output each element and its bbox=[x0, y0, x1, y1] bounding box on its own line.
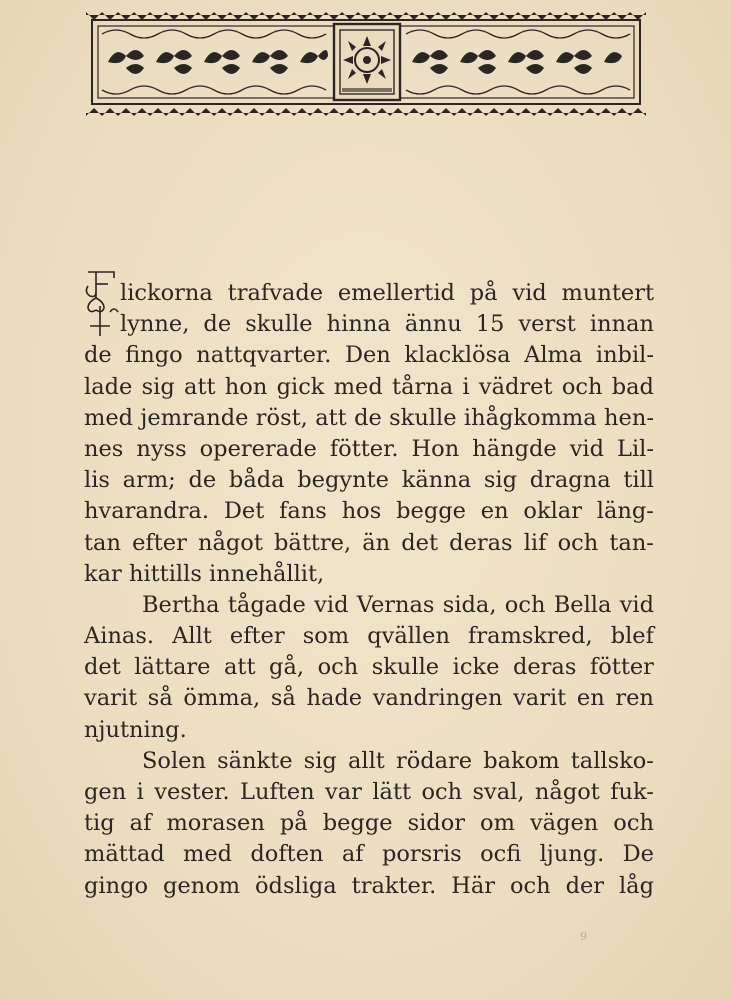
word: gingo bbox=[84, 872, 149, 899]
text-line bbox=[84, 652, 654, 683]
word: muntert bbox=[561, 280, 654, 306]
word: sidor bbox=[407, 810, 466, 837]
decorative-header-band bbox=[86, 12, 646, 116]
word: i bbox=[136, 779, 144, 805]
word: som bbox=[302, 623, 350, 650]
text-line bbox=[84, 496, 654, 527]
word: genom bbox=[162, 872, 241, 899]
word: tårna bbox=[392, 373, 454, 400]
word: vid bbox=[569, 435, 605, 462]
word: lynne, bbox=[120, 311, 190, 338]
word: det bbox=[84, 654, 121, 681]
word: oklar bbox=[523, 498, 582, 525]
word: låg bbox=[618, 872, 654, 899]
word: i bbox=[462, 373, 470, 400]
word: röst, bbox=[255, 404, 308, 431]
word: läng- bbox=[596, 498, 654, 525]
body-text bbox=[84, 278, 654, 902]
word: så bbox=[147, 685, 173, 712]
text-line bbox=[84, 683, 654, 714]
word: allt bbox=[347, 747, 385, 774]
word: fuk- bbox=[610, 779, 654, 805]
word: sval, bbox=[472, 779, 525, 805]
word: qvällen bbox=[367, 623, 450, 650]
word: Bella bbox=[553, 591, 612, 618]
word: nes bbox=[84, 435, 124, 462]
word: vädret bbox=[478, 373, 553, 400]
word: hängde bbox=[472, 435, 557, 462]
word: ömma, bbox=[183, 685, 261, 712]
word: begge bbox=[396, 498, 466, 525]
text-line bbox=[84, 340, 654, 371]
word: något bbox=[534, 779, 600, 805]
word: blef bbox=[610, 623, 654, 650]
word: emellertid bbox=[337, 280, 455, 306]
word: hen- bbox=[604, 404, 654, 431]
word: vandringen bbox=[372, 685, 503, 712]
word: så bbox=[270, 685, 296, 712]
word: än bbox=[362, 529, 391, 556]
text-line bbox=[84, 746, 654, 777]
word: Här bbox=[451, 872, 496, 899]
word: tan- bbox=[609, 529, 654, 556]
word: de bbox=[354, 404, 382, 431]
word: deras bbox=[512, 654, 577, 681]
text-line bbox=[84, 372, 654, 403]
word: jemrande bbox=[140, 404, 249, 431]
word: med bbox=[84, 404, 134, 431]
word: efter bbox=[132, 529, 187, 556]
word: lif bbox=[523, 529, 547, 556]
word: begge bbox=[322, 810, 393, 837]
word: båda bbox=[228, 467, 285, 494]
word: gen bbox=[84, 779, 127, 805]
word: tallsko- bbox=[570, 747, 654, 774]
word: vester. bbox=[154, 779, 230, 805]
word: bättre, bbox=[274, 529, 352, 556]
word: tig bbox=[84, 810, 115, 837]
word: efter bbox=[229, 623, 285, 650]
word: känna bbox=[401, 467, 472, 494]
word: vid bbox=[314, 591, 349, 618]
word: fingo bbox=[125, 342, 183, 369]
word: klacklösa bbox=[404, 342, 511, 369]
word: der bbox=[565, 872, 605, 899]
word: Bertha bbox=[142, 591, 220, 618]
text-line bbox=[84, 777, 654, 808]
word: hon bbox=[224, 373, 268, 400]
word: innan bbox=[589, 311, 654, 338]
word: fötter. bbox=[329, 435, 399, 462]
text-line bbox=[84, 621, 654, 652]
text-line bbox=[84, 309, 654, 340]
word: mättad bbox=[84, 841, 165, 868]
word: sig bbox=[303, 747, 337, 774]
text-line bbox=[84, 871, 654, 902]
word: Lil- bbox=[617, 435, 654, 462]
word: något bbox=[197, 529, 263, 556]
text-line bbox=[84, 278, 654, 309]
word: och bbox=[613, 810, 654, 837]
word: ännu bbox=[404, 311, 462, 338]
page-number: 9 bbox=[580, 930, 587, 943]
word: af bbox=[129, 810, 152, 837]
word: och bbox=[561, 373, 603, 400]
text-line bbox=[84, 808, 654, 839]
word: De bbox=[622, 841, 654, 868]
word: begynte bbox=[297, 467, 389, 494]
word: morasen bbox=[166, 810, 265, 837]
word: en bbox=[576, 685, 605, 712]
word: skulle bbox=[245, 311, 313, 338]
word: Hon bbox=[411, 435, 460, 462]
word: och bbox=[504, 591, 546, 618]
word: och bbox=[509, 872, 551, 899]
word: ljung. bbox=[539, 841, 605, 868]
word: nyss bbox=[136, 435, 187, 462]
word: och bbox=[421, 779, 463, 805]
word: Vernas bbox=[356, 591, 435, 618]
text-line bbox=[84, 465, 654, 496]
text-line: kar hittills innehållit, bbox=[84, 560, 325, 587]
word: Det bbox=[223, 498, 265, 525]
word: tågade bbox=[227, 591, 306, 618]
word: varit bbox=[513, 685, 567, 712]
text-line bbox=[84, 839, 654, 870]
text-line bbox=[84, 528, 654, 559]
word: lis bbox=[84, 467, 110, 494]
word: fötter bbox=[589, 654, 654, 681]
word: trafvade bbox=[227, 280, 324, 306]
word: trakter. bbox=[351, 872, 437, 899]
word: hinna bbox=[326, 311, 391, 338]
word: att bbox=[224, 654, 256, 681]
word: vid bbox=[512, 280, 547, 306]
word: på bbox=[469, 280, 498, 306]
word: lätt bbox=[372, 779, 412, 805]
word: med bbox=[183, 841, 233, 868]
word: arm; bbox=[122, 467, 176, 494]
word: gick bbox=[276, 373, 325, 400]
word: vägen bbox=[529, 810, 599, 837]
word: Solen bbox=[142, 747, 206, 774]
word: af bbox=[341, 841, 364, 868]
word: porsris bbox=[381, 841, 462, 868]
word: Ainas. bbox=[84, 623, 155, 650]
word: vid bbox=[619, 591, 654, 618]
word: det bbox=[401, 529, 439, 556]
word: lade bbox=[84, 373, 133, 400]
word: med bbox=[333, 373, 383, 400]
word: Alma bbox=[524, 342, 583, 369]
word: hvarandra. bbox=[84, 498, 210, 525]
word: en bbox=[480, 498, 509, 525]
word: de bbox=[203, 311, 232, 338]
word: var bbox=[325, 779, 362, 805]
word: Luften bbox=[240, 779, 315, 805]
word: sänkte bbox=[217, 747, 293, 774]
word: sida, bbox=[442, 591, 497, 618]
word: verst bbox=[518, 311, 576, 338]
word: bad bbox=[611, 373, 654, 400]
word: Allt bbox=[172, 623, 212, 650]
word: om bbox=[480, 810, 515, 837]
word: ihågkomma bbox=[463, 404, 597, 431]
word: att bbox=[315, 404, 347, 431]
word: ocfi bbox=[480, 841, 522, 868]
text-line bbox=[84, 434, 654, 465]
word: sig bbox=[483, 467, 518, 494]
word: de bbox=[84, 342, 112, 369]
text-line bbox=[84, 590, 654, 621]
text-line: njutning. bbox=[84, 716, 187, 743]
word: lickorna bbox=[120, 280, 213, 306]
word: Den bbox=[344, 342, 391, 369]
word: till bbox=[623, 467, 654, 494]
word: sig bbox=[141, 373, 175, 400]
word: gå, bbox=[269, 654, 305, 681]
word: skulle bbox=[371, 654, 440, 681]
word: på bbox=[279, 810, 308, 837]
text-line bbox=[84, 403, 654, 434]
word: hos bbox=[341, 498, 382, 525]
word: de bbox=[188, 467, 217, 494]
word: bakom bbox=[483, 747, 560, 774]
word: fans bbox=[279, 498, 327, 525]
word: opererade bbox=[199, 435, 317, 462]
word: och bbox=[317, 654, 359, 681]
word: deras bbox=[449, 529, 513, 556]
word: inbil- bbox=[595, 342, 654, 369]
word: nattqvarter. bbox=[196, 342, 332, 369]
word: framskred, bbox=[468, 623, 593, 650]
word: att bbox=[184, 373, 216, 400]
word: doften bbox=[250, 841, 324, 868]
word: 15 bbox=[475, 311, 505, 338]
word: tan bbox=[84, 529, 121, 556]
word: ren bbox=[615, 685, 654, 712]
word: och bbox=[557, 529, 599, 556]
word: skulle bbox=[389, 404, 457, 431]
word: lättare bbox=[134, 654, 211, 681]
word: dragna bbox=[529, 467, 611, 494]
word: icke bbox=[452, 654, 500, 681]
word: hade bbox=[306, 685, 363, 712]
word: ödsliga bbox=[255, 872, 337, 899]
word: rödare bbox=[395, 747, 473, 774]
word: varit bbox=[84, 685, 138, 712]
